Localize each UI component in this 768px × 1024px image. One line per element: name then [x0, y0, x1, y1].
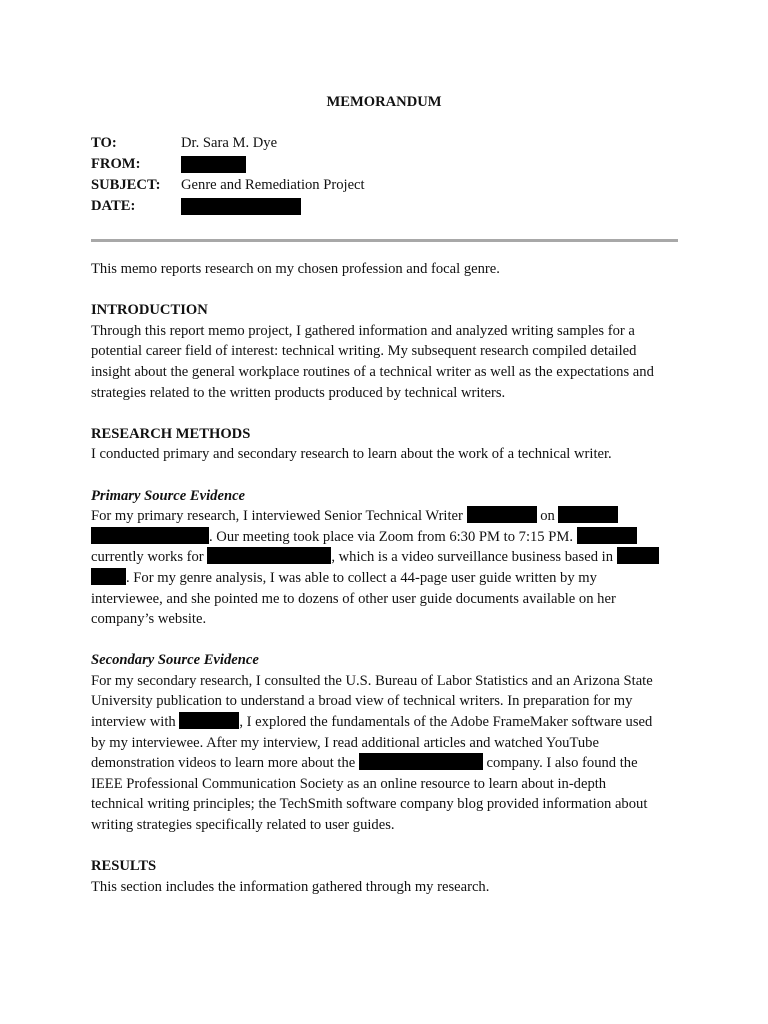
- introduction-heading: INTRODUCTION: [91, 302, 208, 319]
- results-line: This section includes the information gathered through my research.: [91, 878, 490, 895]
- primary-text-2a: . Our meeting took place via Zoom from 6:30 PM to 7:15 PM.: [209, 528, 577, 545]
- redacted-interviewee-name-2: [179, 712, 239, 729]
- header-divider: [91, 239, 678, 242]
- redacted-from: [181, 156, 246, 173]
- redacted-interviewee-ref: [577, 527, 637, 544]
- secondary-line-1: For my secondary research, I consulted the U.S. Bureau of Labor Statistics and an Arizona State: [91, 672, 653, 689]
- redacted-location-cont: [91, 568, 126, 585]
- secondary-line-2: University publication to understand a broad view of technical writers. In preparation for my: [91, 693, 633, 710]
- secondary-text-5b: company. I also found the: [482, 755, 638, 772]
- redacted-company-name: [207, 547, 331, 564]
- introduction-line-3: insight about the general workplace routines of a technical writer as well as the expectations and: [91, 363, 654, 380]
- subject-value: Genre and Remediation Project: [181, 177, 365, 193]
- secondary-line-5: [91, 753, 691, 774]
- memo-body: [91, 259, 691, 897]
- secondary-text-3a: interview with: [91, 714, 180, 731]
- secondary-line-7: technical writing principles; the TechSmith software company blog provided information about: [91, 796, 648, 813]
- to-value: Dr. Sara M. Dye: [181, 135, 278, 151]
- secondary-line-8: writing strategies specifically related to user guides.: [91, 817, 395, 834]
- primary-text-1b: on: [536, 508, 559, 525]
- primary-text-4a: . For my genre analysis, I was able to collect a 44-page user guide written by my: [126, 569, 597, 586]
- primary-line-2: [91, 527, 691, 548]
- subject-label: SUBJECT:: [91, 177, 161, 193]
- research-methods-line: I conducted primary and secondary research to learn about the work of a technical writer.: [91, 446, 612, 463]
- memo-title: MEMORANDUM: [326, 94, 442, 110]
- primary-source-heading: Primary Source Evidence: [91, 487, 246, 504]
- secondary-line-3: [91, 712, 691, 733]
- primary-line-3: [91, 547, 691, 568]
- date-label: DATE:: [91, 198, 136, 214]
- secondary-source-heading: Secondary Source Evidence: [91, 652, 259, 669]
- introduction-line-2: potential career field of interest: technical writing. My subsequent research compiled detailed: [91, 343, 637, 360]
- research-methods-heading: RESEARCH METHODS: [91, 425, 251, 442]
- redacted-location: [617, 547, 659, 564]
- secondary-line-6: IEEE Professional Communication Society as an online resource to learn about in-depth: [91, 775, 607, 792]
- primary-line-5: interviewee, and she pointed me to dozens of other user guide documents available on her: [91, 590, 616, 607]
- primary-text-3b: , which is a video surveillance business based in: [331, 549, 617, 566]
- to-label: TO:: [91, 135, 117, 151]
- primary-text-1a: For my primary research, I interviewed Senior Technical Writer: [91, 508, 467, 525]
- introduction-line-4: strategies related to the written products produced by technical writers.: [91, 384, 506, 401]
- secondary-text-3b: , I explored the fundamentals of the Adobe FrameMaker software used: [239, 714, 653, 731]
- redacted-meeting-date-cont: [91, 527, 209, 544]
- intro-line: This memo reports research on my chosen profession and focal genre.: [91, 261, 500, 277]
- redacted-interviewee-name: [467, 506, 537, 523]
- secondary-line-4: by my interviewee. After my interview, I read additional articles and watched YouTube: [91, 734, 599, 751]
- primary-line-6: company’s website.: [91, 611, 207, 628]
- primary-line-1: [91, 506, 691, 527]
- redacted-company-name-2: [359, 753, 483, 770]
- redacted-date: [181, 198, 301, 215]
- introduction-line-1: Through this report memo project, I gathered information and analyzed writing samples for a: [91, 322, 635, 339]
- primary-text-3a: currently works for: [91, 549, 208, 566]
- primary-line-4: [91, 568, 691, 589]
- from-label: FROM:: [91, 156, 141, 172]
- secondary-text-5a: demonstration videos to learn more about the: [91, 755, 359, 772]
- results-heading: RESULTS: [91, 858, 157, 875]
- redacted-meeting-date: [558, 506, 618, 523]
